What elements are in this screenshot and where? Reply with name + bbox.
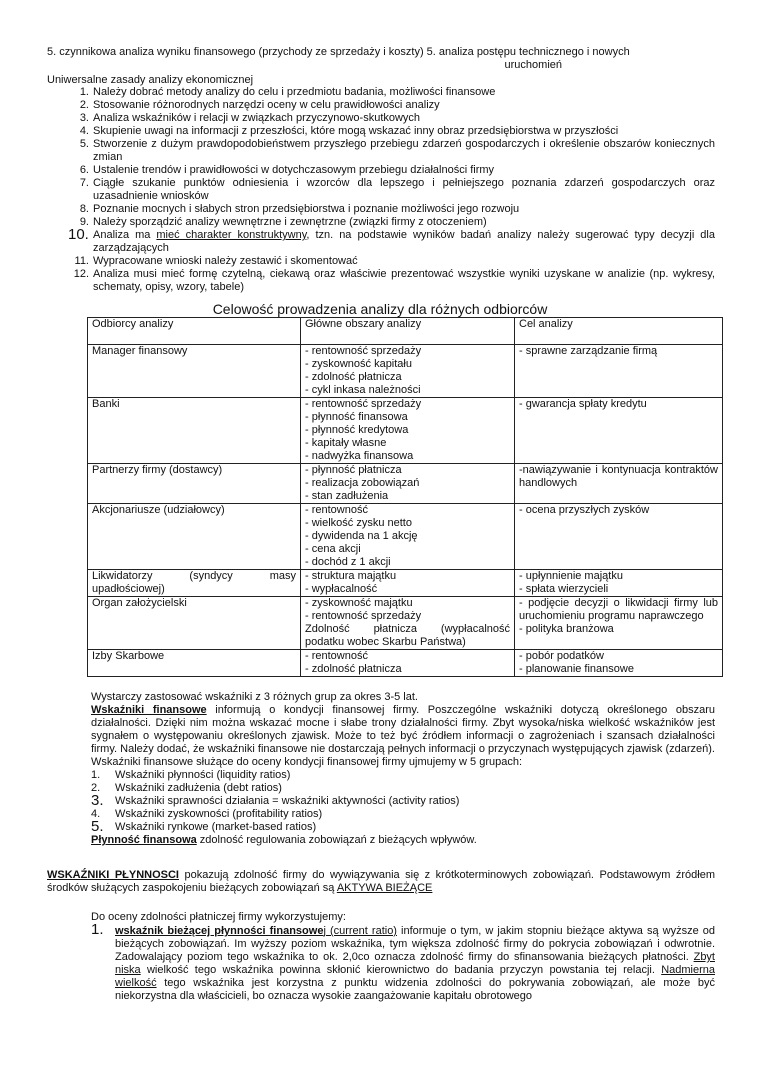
- item-number: 1.: [91, 769, 101, 781]
- current-assets-term: AKTYWA BIEŻĄCE: [336, 882, 433, 894]
- item-text: Skupienie uwagi na informacji z przeszłości, które mogą wskazać inny obraz przedsiębiorstwa w przyszłości: [93, 125, 619, 137]
- area-line: - płynność finansowa: [305, 411, 408, 423]
- recipients-table: [87, 317, 723, 677]
- area-line: - rentowność: [305, 650, 368, 662]
- principles-list: [47, 86, 715, 294]
- ratios-term: Wskaźniki finansowe: [91, 704, 207, 716]
- area-line: - kapitały własne: [305, 437, 387, 449]
- areas-cell: [301, 398, 515, 464]
- goals-cell: [515, 464, 723, 504]
- ratio-groups-list: [91, 769, 715, 834]
- goal-line: - planowanie finansowe: [519, 663, 634, 675]
- area-line: - wypłacalność: [305, 583, 378, 595]
- item-number: 3.: [91, 792, 104, 809]
- ratios-intro: Wystarczy zastosować wskaźniki z 3 różnych grup za okres 3-5 lat.: [91, 691, 418, 703]
- list-item: [47, 86, 715, 99]
- list-item: [91, 782, 715, 795]
- goal-line: - gwarancja spłaty kredytu: [519, 398, 647, 410]
- list-item: [47, 203, 715, 216]
- area-line: - dywidenda na 1 akcję: [305, 530, 418, 542]
- area-line: - nadwyżka finansowa: [305, 450, 414, 462]
- area-line: - rentowność sprzedaży: [305, 345, 422, 357]
- area-line: - dochód z 1 akcji: [305, 556, 391, 568]
- recipient-cell: Organ założycielski: [88, 597, 301, 650]
- areas-cell: [301, 650, 515, 677]
- list-item: [47, 125, 715, 138]
- goal-line: - spłata wierzycieli: [519, 583, 609, 595]
- areas-cell: [301, 464, 515, 504]
- item-number: 5.: [79, 138, 89, 150]
- liquidity-ratios-term: WSKAŹNIKI PŁYNNOSCI: [47, 869, 179, 881]
- goals-cell: [515, 504, 723, 570]
- item-text: Należy sporządzić analizy wewnętrzne i zewnętrzne (związki firmy z otoczeniem): [93, 216, 487, 228]
- current-ratio-low-prefix: .: [685, 951, 694, 963]
- list-item: [47, 216, 715, 229]
- header-cell: Odbiorcy analizy: [88, 318, 301, 345]
- list-item: [47, 268, 715, 294]
- area-line: - płynność płatnicza: [305, 464, 402, 476]
- item-text: Wskaźniki zyskowności (profitability ratios): [115, 808, 323, 820]
- item-text: Wskaźniki płynności (liquidity ratios): [115, 769, 291, 781]
- area-line: - struktura majątku: [305, 570, 397, 582]
- goal-line: - polityka branżowa: [519, 623, 614, 635]
- current-ratio-term-tail: j (current ratio): [323, 925, 397, 937]
- area-line: - rentowność: [305, 504, 368, 516]
- item-text: Wskaźniki sprawności działania = wskaźniki aktywności (activity ratios): [115, 795, 460, 807]
- ratios-desc: informują o kondycji finansowej firmy. Poszczególne wskaźniki dotyczą określonego obszaru działalności. Dzięki nim można wskazać mocne i słabe trony działalności firmy. Zbyt wysoka/niska wielkość wskaźników jest sygnałem o występowaniu określonych zjawisk. Może to też być źródłem informacji o zagrożeniach i szansach działalności firmy. Należy dodać, że wskaźniki finansowe nie dostarczają pełnych informacji o przyczynach występujących zjawisk (zdarzeń). Wskaźniki finansowe służące do oceny kondycji finansowej firmy ujmujemy w 5 grupach:: [91, 704, 715, 768]
- list-item: [47, 99, 715, 112]
- item-number: 12.: [73, 268, 89, 280]
- current-ratio-high: Nadmierna wielkość: [115, 964, 715, 989]
- area-line: - rentowność sprzedaży: [305, 398, 422, 410]
- item-number: 7.: [79, 177, 89, 189]
- area-line: Zdolność płatnicza (wypłacalność podatku wobec Skarbu Państwa): [305, 623, 510, 648]
- liquidity-term: Płynność finansowa: [91, 834, 197, 846]
- table-row: [88, 570, 723, 597]
- area-line: - realizacja zobowiązań: [305, 477, 420, 489]
- area-line: - stan zadłużenia: [305, 490, 389, 502]
- goal-line: - sprawne zarządzanie firmą: [519, 345, 658, 357]
- list-item: [47, 164, 715, 177]
- area-line: - zdolność płatnicza: [305, 371, 402, 383]
- list-item: [47, 255, 715, 268]
- list-item: [91, 818, 715, 835]
- top-line-part2: uruchomień: [504, 59, 562, 71]
- item-text-post: , tzn. na podstawie wyników badań analizy należy sugerować typy decyzji dla zarządzających: [93, 229, 715, 254]
- item-text: Analiza wskaźników i relacji w związkach przyczynowo-skutkowych: [93, 112, 421, 124]
- current-ratio-low: Zbyt niska: [115, 951, 715, 976]
- liquidity-ratios-desc: pokazują zdolność firmy do wywiązywania się z krótkoterminowych zobowiązań. Podstawowym źródłem środków służących zaspokojeniu bieżących zobowiązań są: [47, 869, 716, 894]
- item-number: 9.: [79, 216, 89, 228]
- area-line: - wielkość zysku netto: [305, 517, 412, 529]
- list-item: [47, 138, 715, 164]
- table-header-row: [88, 318, 723, 345]
- current-ratio-term: wskaźnik bieżącej płynności finansowe: [115, 925, 324, 937]
- areas-cell: [301, 570, 515, 597]
- goals-cell: [515, 398, 723, 464]
- table-title: Celowość prowadzenia analizy dla różnych odbiorców: [212, 301, 548, 317]
- list-item: [47, 177, 715, 203]
- goal-line: - podjęcie decyzji o likwidacji firmy lub uruchomieniu programu naprawczego: [519, 597, 718, 622]
- list-item: [91, 808, 715, 821]
- goals-cell: [515, 597, 723, 650]
- item-text: Analiza musi mieć formę czytelną, ciekawą oraz właściwie prezentować wszystkie wyniki uzyskane w analizie (np. wykresy, schematy, opisy, wzory, tabele): [93, 268, 715, 293]
- ratios-section: [91, 691, 715, 847]
- item-text-underlined: mieć charakter konstruktywny: [156, 229, 307, 241]
- goal-line: - pobór podatków: [519, 650, 604, 662]
- item-number: 5.: [91, 818, 104, 835]
- table-row: [88, 504, 723, 570]
- recipient-cell: Manager finansowy: [88, 345, 301, 398]
- item-text: Stosowanie różnorodnych narzędzi oceny w celu prawidłowości analizy: [93, 99, 440, 111]
- table-row: [88, 650, 723, 677]
- item-text: Poznanie mocnych i słabych stron przedsiębiorstwa i poznanie możliwości jego rozwoju: [93, 203, 520, 215]
- list-item: [91, 792, 715, 809]
- area-line: - płynność kredytowa: [305, 424, 409, 436]
- areas-cell: [301, 597, 515, 650]
- current-ratio-item: [91, 921, 715, 1003]
- item-text: Wskaźniki rynkowe (market-based ratios): [115, 821, 317, 833]
- recipient-cell: Likwidatorzy (syndycy masy upadłościowej): [88, 570, 301, 597]
- goal-line: - upłynnienie majątku: [519, 570, 623, 582]
- recipient-cell: Partnerzy firmy (dostawcy): [88, 464, 301, 504]
- list-item: [47, 226, 715, 255]
- goals-cell: [515, 570, 723, 597]
- item-number: 2.: [79, 99, 89, 111]
- table-row: [88, 597, 723, 650]
- area-line: - zyskowność kapitału: [305, 358, 412, 370]
- current-ratio-text2: wielkość tego wskaźnika powinna skłonić kierownictwo do badania przyczyn powstania tej relacji.: [140, 964, 662, 976]
- item-text: Należy dobrać metody analizy do celu i przedmiotu badania, możliwości finansowe: [93, 86, 496, 98]
- areas-cell: [301, 504, 515, 570]
- item-text: Ciągłe szukanie punktów odniesienia i wzorców dla lepszego i pełniejszego poznania zdarzeń gospodarczych oraz uzasadnienie wniosków: [93, 177, 715, 202]
- liquidity-ratios-section: [47, 869, 715, 895]
- item-number: 2.: [91, 782, 101, 794]
- item-text: Wypracowane wnioski należy zestawić i skomentować: [93, 255, 358, 267]
- area-line: - cena akcji: [305, 543, 361, 555]
- liquidity-definition: [91, 834, 715, 847]
- recipient-cell: Banki: [88, 398, 301, 464]
- item-number: 1.: [79, 86, 89, 98]
- table-row: [88, 345, 723, 398]
- item-text: Wskaźniki zadłużenia (debt ratios): [115, 782, 282, 794]
- area-line: - zdolność płatnicza: [305, 663, 402, 675]
- recipient-cell: Izby Skarbowe: [88, 650, 301, 677]
- area-line: - rentowność sprzedaży: [305, 610, 422, 622]
- table-row: [88, 464, 723, 504]
- goal-line: -nawiązywanie i kontynuacja kontraktów handlowych: [519, 464, 718, 489]
- top-line-part1: 5. czynnikowa analiza wyniku finansowego (przychody ze sprzedaży i koszty) 5. analiza postępu technicznego i nowych: [47, 46, 630, 58]
- ratios-paragraph: [91, 704, 715, 769]
- item-number: 4.: [79, 125, 89, 137]
- payment-capacity-section: [91, 911, 715, 1003]
- goals-cell: [515, 345, 723, 398]
- item-text: Stworzenie z dużym prawdopodobieństwem przyszłego przebiegu zdarzeń gospodarczych i określenie obszarów koniecznych zmian: [93, 138, 715, 163]
- areas-cell: [301, 345, 515, 398]
- payment-capacity-intro: Do oceny zdolności płatniczej firmy wykorzystujemy:: [91, 911, 346, 923]
- item-number: 6.: [79, 164, 89, 176]
- current-ratio-text1: informuje o tym, w jakim stopniu bieżące aktywa są wyższe od bieżących zobowiązań. Im wyższy poziom wskaźnika, tym większa zdolność firmy do pokrycia zobowiązań i odwrotnie. Zadowalający poziom tego wskaźnika to ok. 2,0co oznacza zdolność firmy do sfinansowania bieżących płatności: [115, 925, 715, 963]
- goal-line: - ocena przyszłych zysków: [519, 504, 650, 516]
- area-line: - zyskowność majątku: [305, 597, 413, 609]
- header-cell: Cel analizy: [515, 318, 723, 345]
- item-number: 11.: [74, 255, 89, 267]
- current-ratio-text3: tego wskaźnika jest korzystna z punktu widzenia zdolności do pokrywania zobowiązań, ale może być niekorzystna dla właścicieli, bo oznacza wysokie zaangażowanie kapitału obrotowego: [115, 977, 715, 1002]
- area-line: - cykl inkasa należności: [305, 384, 421, 396]
- goals-cell: [515, 650, 723, 677]
- liquidity-desc: zdolność regulowania zobowiązań z bieżących wpływów.: [196, 834, 477, 846]
- item-number: 3.: [79, 112, 89, 124]
- item-number: 8.: [79, 203, 89, 215]
- item-number: 4.: [91, 808, 101, 820]
- table-row: [88, 398, 723, 464]
- item-text: Ustalenie trendów i prawidłowości w dotychczasowym przebiegu działalności firmy: [93, 164, 495, 176]
- header-cell: Główne obszary analizy: [301, 318, 515, 345]
- principles-heading: Uniwersalne zasady analizy ekonomicznej: [47, 74, 254, 86]
- item-number: 1.: [91, 921, 104, 938]
- item-number: 10.: [68, 226, 89, 243]
- recipient-cell: Akcjonariusze (udziałowcy): [88, 504, 301, 570]
- liquidity-ratios-paragraph: [47, 869, 715, 895]
- item-text-pre: Analiza ma: [93, 229, 157, 241]
- list-item: [47, 112, 715, 125]
- top-line: [47, 46, 715, 72]
- list-item: [91, 769, 715, 782]
